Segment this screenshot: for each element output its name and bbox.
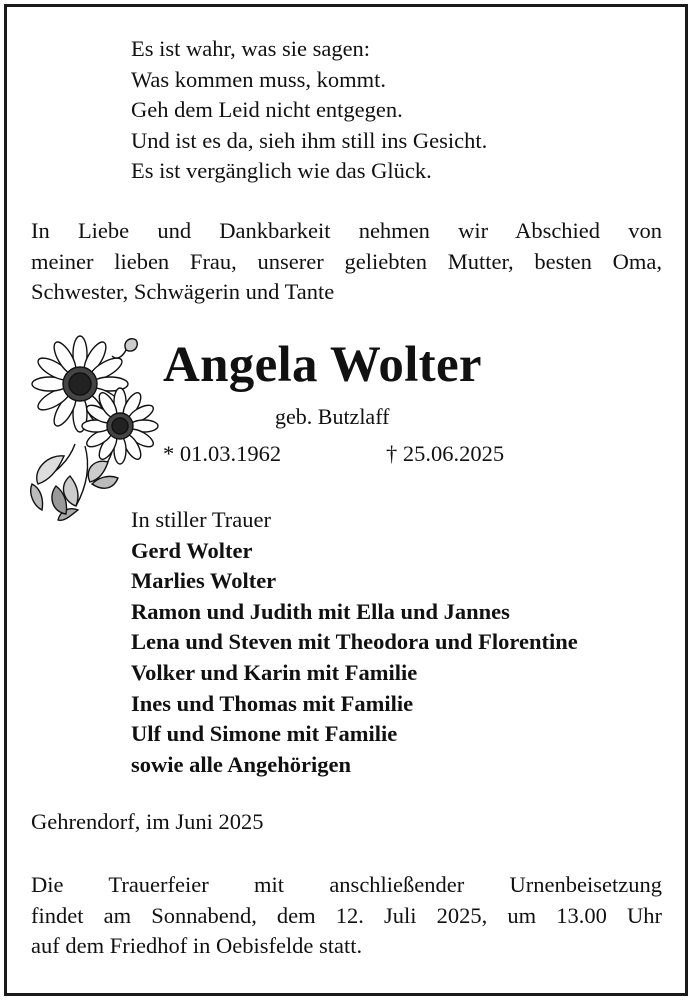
mourner-name: Marlies Wolter [131,568,277,594]
birth-date: * 01.03.1962 [163,441,282,466]
service-line: findet am Sonnabend, dem 12. Juli 2025, um 13.00 Uhr [31,902,662,928]
poem-line: Es ist vergänglich wie das Glück. [131,158,432,183]
mourning-lead: In stiller Trauer [131,507,271,532]
mourner-name: Gerd Wolter [131,537,253,563]
maiden-name: geb. Butzlaff [275,404,390,429]
service-line: Die Trauerfeier mit anschließender Urnenbeisetzung [31,872,662,897]
mourner-name: Ines und Thomas mit Familie [131,690,414,716]
mourner-name: Ramon und Judith mit Ella und Jannes [131,598,510,624]
service-info [31,870,662,962]
mourners-list [131,505,578,780]
mourner-name: Volker und Karin mit Familie [131,659,418,685]
poem-line: Geh dem Leid nicht entgegen. [131,97,403,122]
poem-line: Und ist es da, sieh ihm still ins Gesicht. [131,127,488,153]
mourner-name: sowie alle Angehörigen [131,751,351,777]
service-line: auf dem Friedhof in Oebisfelde statt. [31,933,363,958]
poem-line: Was kommen muss, kommt. [131,66,387,92]
deceased-name: Angela Wolter [163,337,482,393]
mourner-name: Lena und Steven mit Theodora und Florentine [131,629,578,655]
death-date: † 25.06.2025 [386,441,505,466]
intro-text [31,216,662,308]
place-date: Gehrendorf, im Juni 2025 [31,809,264,834]
poem-line: Es ist wahr, was sie sagen: [131,36,371,61]
intro-line: In Liebe und Dankbarkeit nehmen wir Abschied von [31,218,662,243]
poem [131,34,487,187]
mourner-name: Ulf und Simone mit Familie [131,721,398,747]
intro-line: Schwester, Schwägerin und Tante [31,279,335,304]
intro-line: meiner lieben Frau, unserer geliebten Mutter, besten Oma, [31,248,662,274]
sunflower-icon [30,334,160,522]
